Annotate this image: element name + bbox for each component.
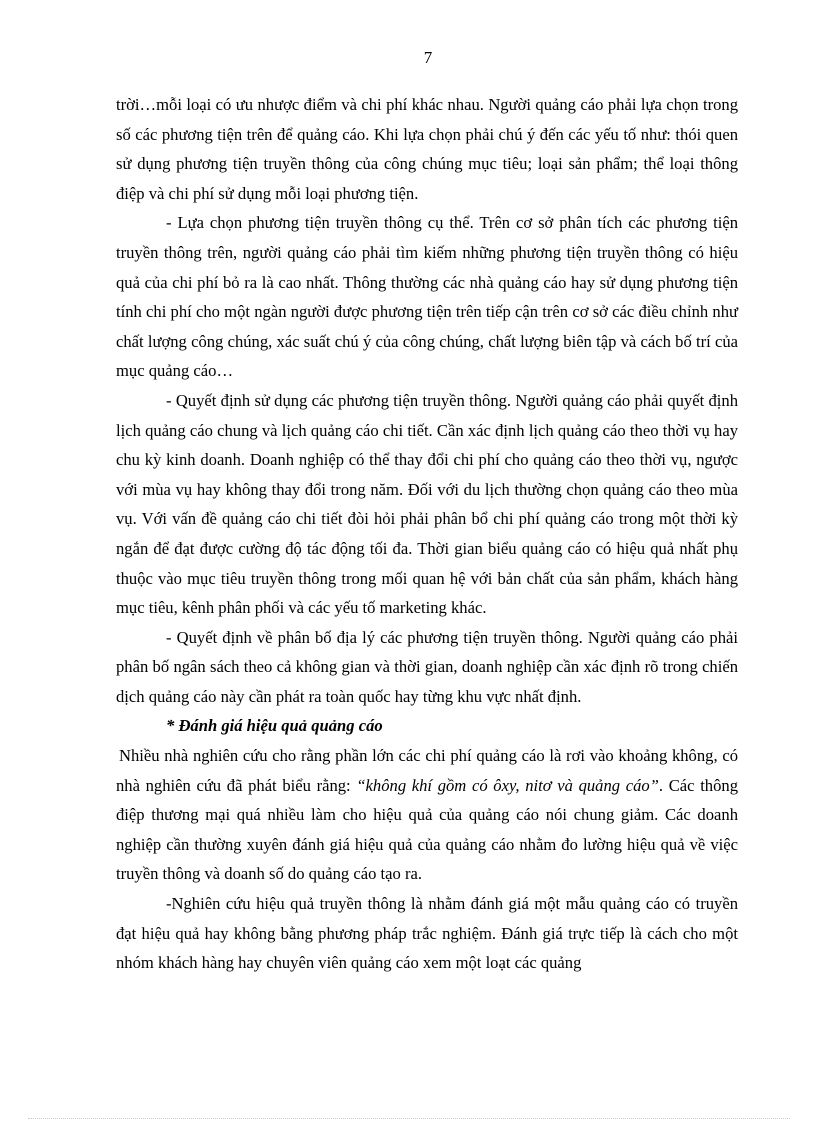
paragraph-text: . Các thông điệp thương mại quá nhiều làm cho hiệu quả của quảng cáo nói chung giảm. Các doanh nghiệp cần thường xuyên đánh giá hiệu quả của quảng cáo nhằm đo lường hiệu quả về việc truyền thông và doanh số do quảng cáo tạo ra. [116, 775, 738, 884]
paragraph-ad-effectiveness [116, 741, 738, 889]
page-number: 7 [423, 48, 433, 67]
section-heading-ad-effectiveness: * Đánh giá hiệu quả quảng cáo [166, 716, 383, 736]
quote-text: “không khí gồm có ôxy, nitơ và quảng cáo” [356, 775, 659, 795]
paragraph-communication-research: -Nghiên cứu hiệu quả truyền thông là nhằm đánh giá một mẫu quảng cáo có truyền đạt hiệu quả hay không bằng phương pháp trắc nghiệm. Đánh giá trực tiếp là cách cho một nhóm khách hàng hay chuyên viên quảng cáo xem một loạt các quảng [116, 894, 738, 973]
paragraph-geographic-allocation: - Quyết định về phân bố địa lý các phương tiện truyền thông. Người quảng cáo phải phân bố ngân sách theo cả không gian và thời gian, doanh nghiệp cần xác định rõ trong chiến dịch quảng cáo này cần phát ra toàn quốc hay từng khu vực nhất định. [116, 627, 738, 706]
paragraph-media-usage-decision: - Quyết định sử dụng các phương tiện truyền thông. Người quảng cáo phải quyết định lịch quảng cáo chung và lịch quảng cáo chi tiết. Cần xác định lịch quảng cáo theo thời vụ hay chu kỳ kinh doanh. Doanh nghiệp có thể thay đổi chi phí cho quảng cáo theo thời vụ, ngược với mùa vụ hay không thay đổi trong năm. Đối với du lịch thường chọn quảng cáo theo mùa vụ. Với vấn đề quảng cáo chi tiết đòi hỏi phải phân bổ chi phí quảng cáo trong một thời kỳ ngắn để đạt được cường độ tác động tối đa. Thời gian biểu quảng cáo có hiệu quả nhất phụ thuộc vào mục tiêu truyền thông trong mối quan hệ với bản chất của sản phẩm, khách hàng mục tiêu, kênh phân phối và các yếu tố marketing khác. [116, 390, 738, 618]
document-body [116, 90, 738, 978]
paragraph-specific-media-choice: - Lựa chọn phương tiện truyền thông cụ thể. Trên cơ sở phân tích các phương tiện truyền thông trên, người quảng cáo phải tìm kiếm những phương tiện truyền thông có hiệu quả của chi phí bỏ ra là cao nhất. Thông thường các nhà quảng cáo hay sử dụng phương tiện tính chi phí cho một ngàn người được phương tiện trên tiếp cận trên cơ sở các điều chỉnh như chất lượng công chúng, xác suất chú ý của công chúng, chất lượng biên tập và cách bố trí của mục quảng cáo… [116, 213, 738, 381]
paragraph-media-selection-intro: trời…mỗi loại có ưu nhược điểm và chi phí khác nhau. Người quảng cáo phải lựa chọn trong số các phương tiện trên để quảng cáo. Khi lựa chọn phải chú ý đến các yếu tố như: thói quen sử dụng phương tiện truyền thông của công chúng mục tiêu; loại sản phẩm; thể loại thông điệp và chi phí sử dụng mỗi loại phương tiện. [116, 95, 738, 203]
page-bottom-divider [28, 1118, 790, 1119]
paragraph-text: Nhiều nhà nghiên cứu cho rằng phần lớn các chi phí quảng cáo là rơi vào khoảng không, có nhà nghiên cứu đã phát biểu rằng: [116, 746, 738, 795]
